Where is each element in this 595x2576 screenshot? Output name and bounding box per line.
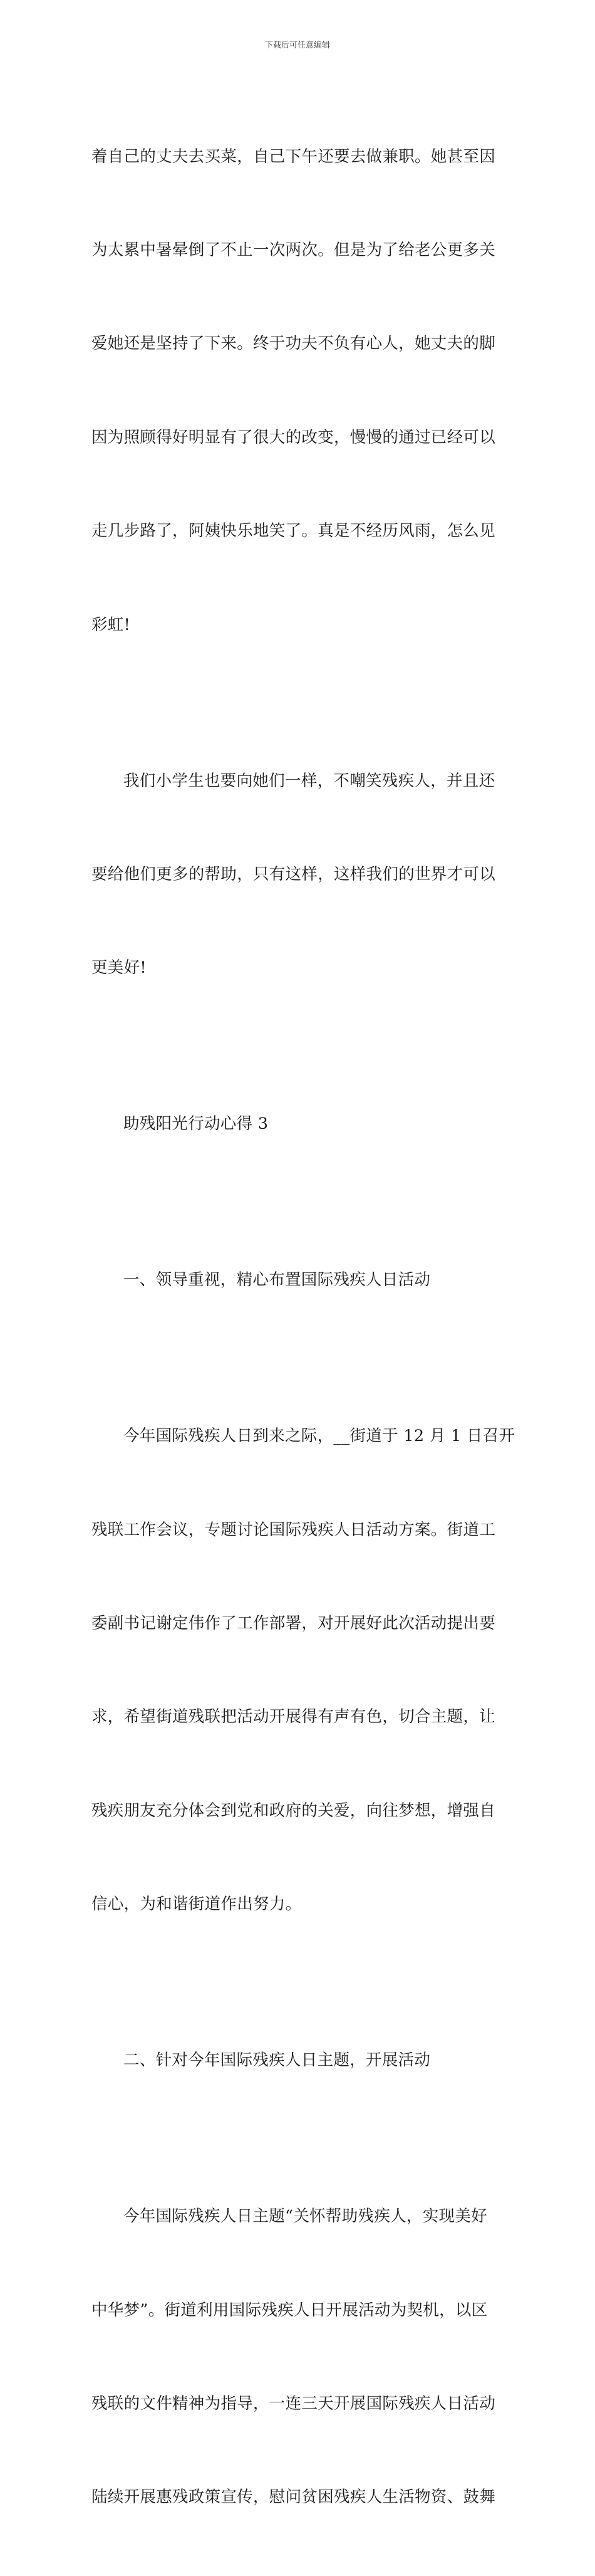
text-line: 陆续开展惠残政策宣传，慰问贫困残疾人生活物资、鼓舞 xyxy=(91,2488,496,2507)
text-line: 二、针对今年国际残疾人日主题，开展活动 xyxy=(123,2051,431,2070)
text-line: 因为照顾得好明显有了很大的改变，慢慢的通过已经可以 xyxy=(91,427,496,447)
subheading xyxy=(91,1983,506,2139)
text-line: 助残阳光行动心得 3 xyxy=(123,1114,269,1134)
text-line: 中华梦”。街道利用国际残疾人日开展活动为契机，以区 xyxy=(91,2300,488,2320)
text-line: 残联的文件精神为指导，一连三天开展国际残疾人日活动 xyxy=(91,2394,496,2413)
section-title xyxy=(91,1047,506,1203)
paragraph xyxy=(91,79,506,703)
paragraph xyxy=(91,1359,515,1983)
text-line: 彩虹! xyxy=(91,615,131,634)
text-line: 爱她还是坚持了下来。终于功夫不负有心人，她丈夫的脚 xyxy=(91,334,496,353)
paragraph xyxy=(91,703,506,1047)
text-line: 委副书记谢定伟作了工作部署，对开展好此次活动提出要 xyxy=(91,1614,496,1633)
text-line: 今年国际残疾人日主题“关怀帮助残疾人，实现美好 xyxy=(123,2207,487,2226)
document-body xyxy=(91,79,515,2576)
text-line: 着自己的丈夫去买菜，自己下午还要去做兼职。她甚至因 xyxy=(91,147,496,166)
text-line: 求，希望街道残联把活动开展得有声有色，切合主题，让 xyxy=(91,1707,496,1727)
text-line: 我们小学生也要向她们一样，不嘲笑残疾人，并且还 xyxy=(123,771,495,790)
text-line: 今年国际残疾人日到来之际，__街道于 12 月 1 日召开 xyxy=(123,1427,515,1446)
paragraph xyxy=(91,2139,506,2576)
subheading xyxy=(91,1203,506,1359)
text-line: 为太累中暑晕倒了不止一次两次。但是为了给老公更多关 xyxy=(91,240,496,259)
text-line: 残疾朋友充分体会到党和政府的关爱，向往梦想，增强自 xyxy=(91,1801,496,1820)
text-line: 残联工作会议，专题讨论国际残疾人日活动方案。街道工 xyxy=(91,1520,496,1539)
text-line: 一、领导重视，精心布置国际残疾人日活动 xyxy=(123,1270,431,1290)
text-line: 走几步路了，阿姨快乐地笑了。真是不经历风雨，怎么见 xyxy=(91,521,496,541)
page-header: 下载后可任意编辑 xyxy=(264,41,330,50)
text-line: 要给他们更多的帮助，只有这样，这样我们的世界才可以 xyxy=(91,864,496,884)
text-line: 更美好! xyxy=(91,958,147,978)
text-line: 信心，为和谐街道作出努力。 xyxy=(91,1895,302,1914)
